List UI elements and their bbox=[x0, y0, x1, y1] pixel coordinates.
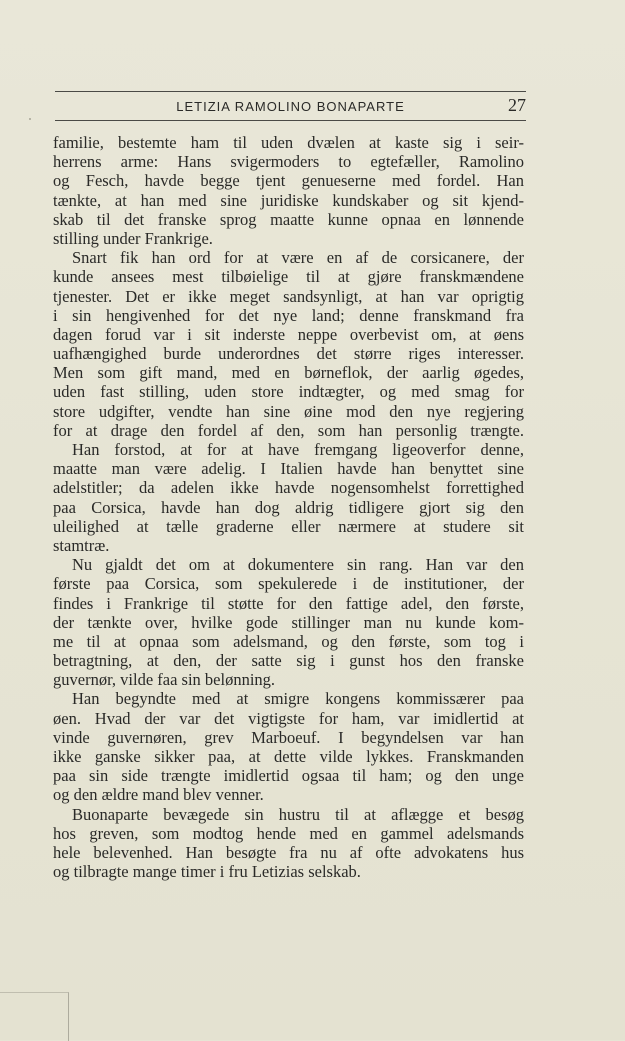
text-line: hele belevenhed. Han besøgte fra nu af ofte advokatens hus bbox=[53, 842, 524, 862]
text-line: og Fesch, havde begge tjent genueserne med fordel. Han bbox=[53, 171, 524, 191]
text-line: skab til det franske sprog maatte kunne opnaa en lønnende bbox=[53, 209, 524, 229]
running-title: LETIZIA RAMOLINO BONAPARTE bbox=[176, 99, 405, 114]
text-line: paa sin side trængte imidlertid ogsaa til ham; og den unge bbox=[53, 766, 524, 786]
text-line: Nu gjaldt det om at dokumentere sin rang. Han var den bbox=[72, 555, 524, 575]
text-line: kunde ansees mest tilbøielige til at gjøre franskmændene bbox=[53, 267, 524, 287]
text-line: guvernør, vilde faa sin belønning. bbox=[53, 670, 276, 690]
page-edge-mark bbox=[0, 992, 69, 1041]
running-header bbox=[55, 95, 526, 116]
header-rule-bottom bbox=[55, 120, 526, 121]
text-line: Men som gift mand, med en børneflok, der aarlig øgedes, bbox=[53, 363, 524, 383]
text-line: tjenester. Det er ikke meget sandsynligt, at han var oprigtig bbox=[53, 286, 524, 306]
text-line: dagen forud var i sit inderste neppe overbevist om, at øens bbox=[53, 324, 524, 344]
text-line: stamtræ. bbox=[53, 535, 110, 555]
text-line: uden fast stilling, uden store indtægter, og med smag for bbox=[53, 382, 524, 402]
text-line: Han forstod, at for at have fremgang ligeoverfor denne, bbox=[72, 440, 524, 459]
text-line: for at drage den fordel af den, som han personlig trængte. bbox=[53, 420, 524, 440]
text-line: me til at opnaa som adelsmand, og den første, som tog i bbox=[53, 631, 524, 651]
text-line: vinde guvernøren, grev Marboeuf. I begyndelsen var han bbox=[53, 727, 524, 747]
text-line: adelstitler; da adelen ikke havde nogensomhelst forrettighed bbox=[53, 478, 524, 498]
text-line: store udgifter, vendte han sine øine mod den nye regjering bbox=[53, 401, 524, 421]
text-line: ikke ganske sikker paa, at dette vilde lykkes. Franskmanden bbox=[53, 747, 524, 766]
text-line: Buonaparte bevægede sin hustru til at aflægge et besøg bbox=[72, 804, 524, 824]
body-text bbox=[53, 133, 524, 881]
text-line: maatte man være adelig. I Italien havde han benyttet sine bbox=[53, 459, 524, 479]
text-line: og den ældre mand blev venner. bbox=[53, 785, 264, 805]
text-line: paa Corsica, havde han dog aldrig tidligere gjort sig den bbox=[53, 497, 524, 517]
text-line: i sin hengivenhed for det nye land; denne franskmand fra bbox=[53, 305, 524, 325]
text-line: betragtning, at den, der satte sig i gunst hos den franske bbox=[53, 651, 524, 671]
paper-speck bbox=[29, 118, 31, 120]
text-line: stilling under Frankrige. bbox=[53, 228, 213, 248]
text-line: familie, bestemte ham til uden dvælen at kaste sig i seir- bbox=[53, 133, 524, 152]
text-line: herrens arme: Hans svigermoders to egtefæller, Ramolino bbox=[53, 152, 524, 172]
text-line: første paa Corsica, som spekulerede i de institutioner, der bbox=[53, 574, 524, 594]
text-line: der tænkte over, hvilke gode stillinger man nu kunde kom- bbox=[53, 612, 524, 632]
header-rule-top bbox=[55, 91, 526, 92]
text-line: uleilighed at tælle graderne eller nærmere at studere sit bbox=[53, 516, 524, 536]
text-line: Snart fik han ord for at være en af de corsicanere, der bbox=[72, 248, 524, 268]
text-line: Han begyndte med at smigre kongens kommissærer paa bbox=[72, 689, 524, 709]
text-line: uafhængighed burde underordnes det større riges interesser. bbox=[53, 344, 524, 364]
text-line: tænkte, at han med sine juridiske kundskaber og sit kjend- bbox=[53, 190, 524, 210]
page-number: 27 bbox=[508, 95, 526, 115]
text-line: hos greven, som modtog hende med en gammel adelsmands bbox=[53, 823, 524, 843]
text-line: øen. Hvad der var det vigtigste for ham, var imidlertid at bbox=[53, 708, 524, 728]
text-line: findes i Frankrige til støtte for den fattige adel, den første, bbox=[53, 593, 524, 613]
text-line: og tilbragte mange timer i fru Letizias selskab. bbox=[53, 862, 361, 882]
